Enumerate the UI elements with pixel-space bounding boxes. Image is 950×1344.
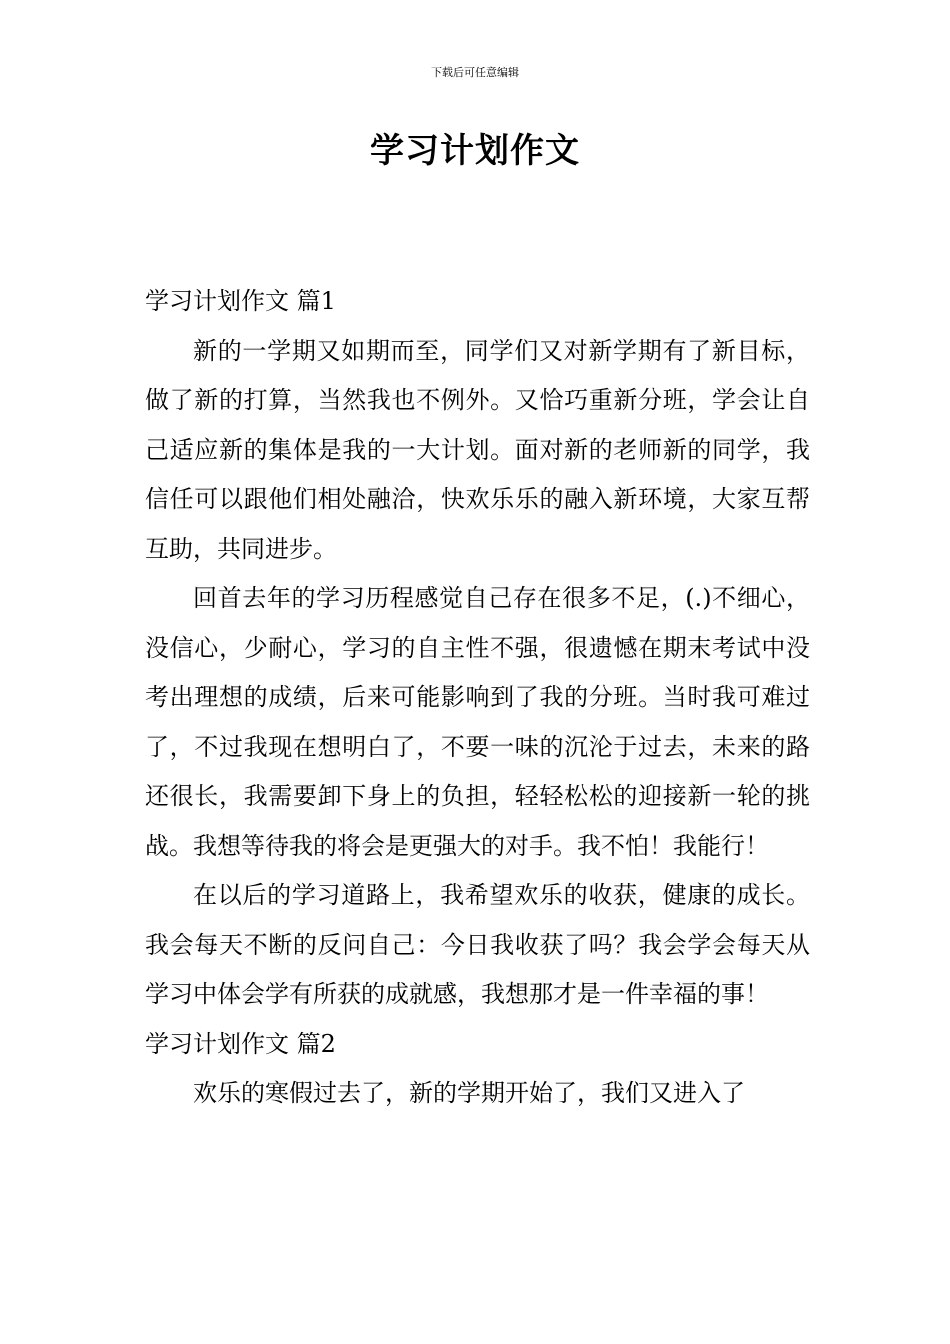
paragraph: 新的一学期又如期而至，同学们又对新学期有了新目标，做了新的打算，当然我也不例外。又恰巧重新分班，学会让自己适应新的集体是我的一大计划。面对新的老师新的同学，我信任可以跟他们相处融洽，快欢乐乐的融入新环境，大家互帮互助，共同进步。: [145, 336, 810, 563]
document-title: 学习计划作文: [370, 131, 580, 171]
paragraph: 在以后的学习道路上，我希望欢乐的收获，健康的成长。我会每天不断的反问自己：今日我收获了吗？我会学会每天从学习中体会学有所获的成就感，我想那才是一件幸福的事！: [145, 881, 810, 1008]
paragraph: 回首去年的学习历程感觉自己存在很多不足，(.)不细心，没信心，少耐心，学习的自主性不强，很遗憾在期末考试中没考出理想的成绩，后来可能影响到了我的分班。当时我可难过了，不过我现在想明白了，不要一味的沉沦于过去，未来的路还很长，我需要卸下身上的负担，轻轻松松的迎接新一轮的挑战。我想等待我的将会是更强大的对手。我不怕！我能行！: [145, 584, 810, 860]
document-body: [145, 277, 810, 1119]
header-note: 下载后可任意编辑: [431, 66, 519, 79]
section-1: [145, 277, 810, 1020]
paragraph: 欢乐的寒假过去了，新的学期开始了，我们又进入了: [193, 1079, 745, 1107]
section-2: [145, 1020, 810, 1119]
section-heading: 学习计划作文 篇2: [145, 1029, 336, 1058]
section-heading: 学习计划作文 篇1: [145, 287, 336, 315]
